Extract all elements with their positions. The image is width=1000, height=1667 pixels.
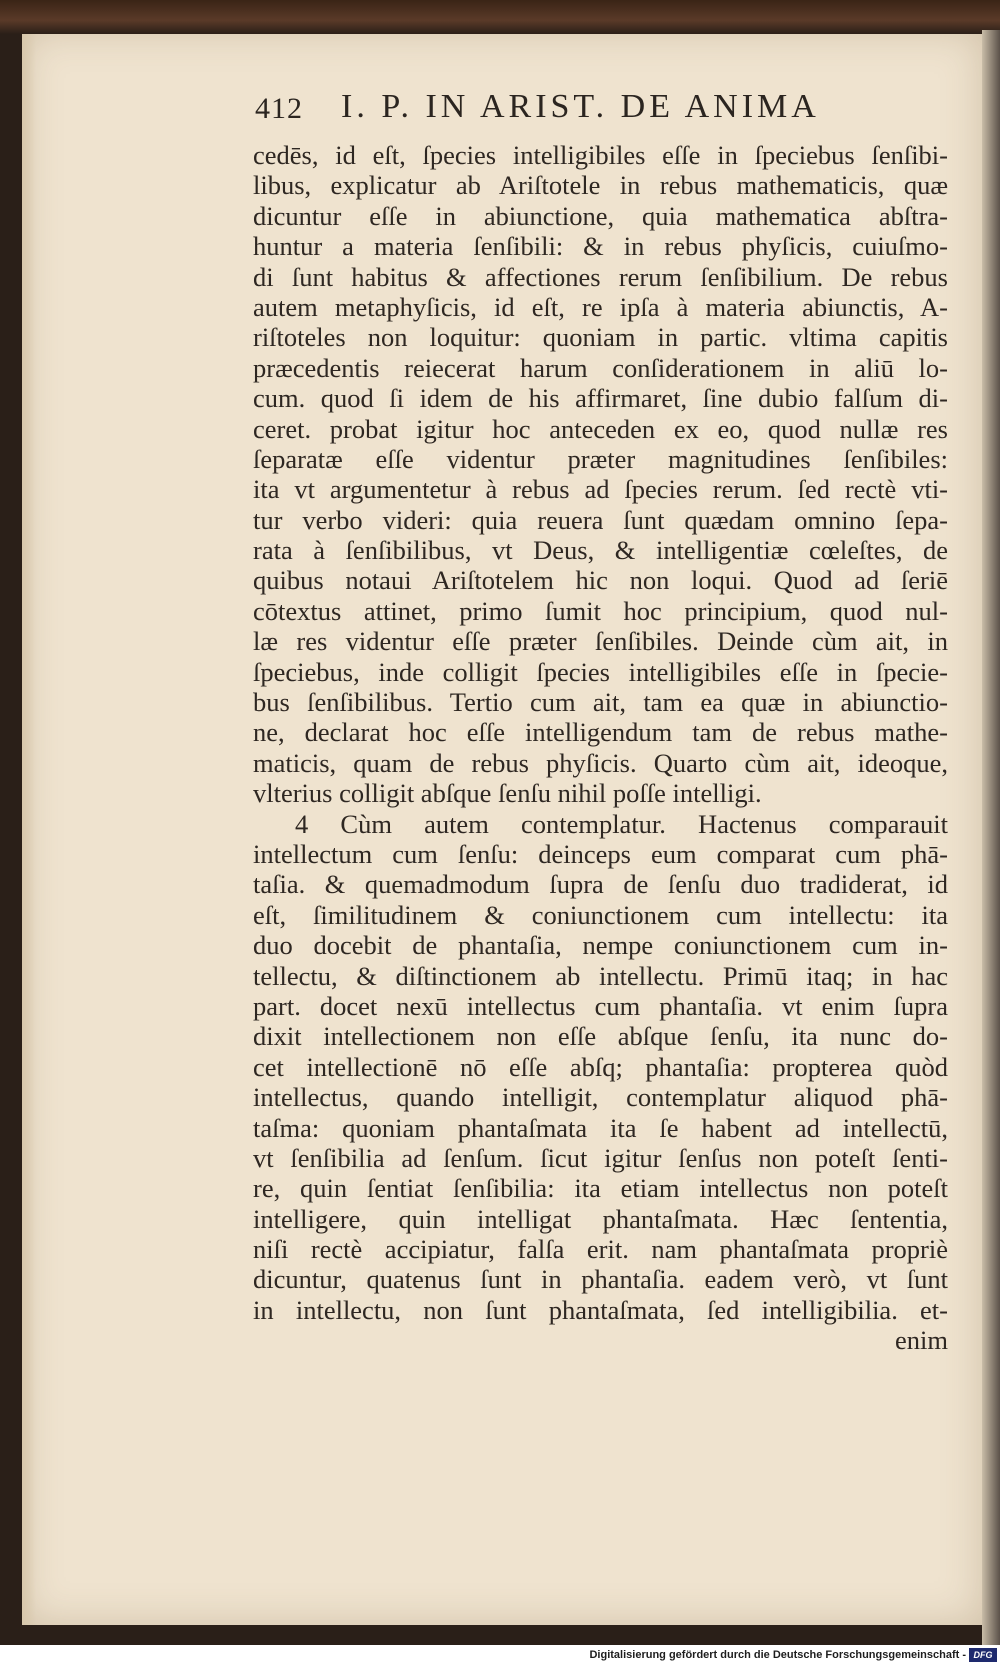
text-line: cedēs, id eſt, ſpecies intelligibiles eſſe in ſpeciebus ſenſibi- bbox=[253, 140, 948, 170]
text-line: in intellectu, non ſunt phantaſmata, ſed intelligibilia. et- bbox=[253, 1294, 948, 1325]
text-line: niſi rectè accipiatur, falſa erit. nam phantaſmata propriè bbox=[253, 1234, 948, 1265]
section-heading-line: 4 Cùm autem contemplatur. Hactenus comparauit bbox=[295, 808, 948, 839]
text-line: rata à ſenſibilibus, vt Deus, & intelligentiæ cœleſtes, de bbox=[253, 535, 948, 566]
text-line: ceret. probat igitur hoc anteceden ex eo, quod nullæ res bbox=[253, 413, 948, 444]
text-line: libus, explicatur ab Ariſtotele in rebus mathematicis, quæ bbox=[253, 170, 948, 201]
text-line: ne, declarat hoc eſſe intelligendum tam de rebus mathe- bbox=[253, 717, 948, 748]
text-line: cet intellectionē nō eſſe abſq; phantaſia: propterea quòd bbox=[253, 1051, 948, 1082]
text-line: ſpeciebus, inde colligit ſpecies intelligibiles eſſe in ſpecie- bbox=[253, 656, 948, 687]
text-line: intelligere, quin intelligat phantaſmata. Hæc ſententia, bbox=[253, 1203, 948, 1234]
digitization-footer bbox=[0, 1645, 1000, 1667]
text-line: ita vt argumentetur à rebus ad ſpecies rerum. ſed rectè vti- bbox=[253, 474, 948, 505]
text-line: maticis, quam de rebus phyſicis. Quarto cùm ait, ideoque, bbox=[253, 747, 948, 778]
text-line: dicuntur eſſe in abiunctione, quia mathematica abſtra- bbox=[253, 200, 948, 231]
page-header bbox=[255, 88, 820, 128]
text-line: riſtoteles non loquitur: quoniam in partic. vltima capitis bbox=[253, 322, 948, 353]
text-line: dicuntur, quatenus ſunt in phantaſia. eadem verò, vt ſunt bbox=[253, 1264, 948, 1295]
text-line: eſt, ſimilitudinem & coniunctionem cum intellectu: ita bbox=[253, 899, 948, 930]
text-line: duo docebit de phantaſia, nempe coniunctionem cum in- bbox=[253, 930, 948, 961]
text-line: part. docet nexū intellectus cum phantaſia. vt enim ſupra bbox=[253, 990, 948, 1021]
text-line: tellectu, & diſtinctionem ab intellectu. Primū itaq; in hac bbox=[253, 960, 948, 991]
text-line: intellectum cum ſenſu: deinceps eum comparat cum phā- bbox=[253, 838, 948, 869]
page-gutter bbox=[22, 30, 36, 1625]
text-line: cum. quod ſi idem de his affirmaret, ſine dubio falſum di- bbox=[253, 383, 948, 414]
text-line: tur verbo videri: quia reuera ſunt quædam omnino ſepa- bbox=[253, 504, 948, 535]
funding-credit: Digitalisierung gefördert durch die Deutsche Forschungsgemeinschaft - bbox=[589, 1649, 966, 1661]
text-line: re, quin ſentiat ſenſibilia: ita etiam intellectus non poteſt bbox=[253, 1173, 948, 1204]
text-line: intellectus, quando intelligit, contemplatur aliquod phā- bbox=[253, 1082, 948, 1113]
text-line: quibus notaui Ariſtotelem hic non loqui. Quod ad ſeriē bbox=[253, 565, 948, 596]
body-text bbox=[253, 140, 948, 1356]
running-title: I. P. IN ARIST. DE ANIMA bbox=[341, 88, 820, 125]
text-line: huntur a materia ſenſibili: & in rebus phyſicis, cuiuſmo- bbox=[253, 231, 948, 262]
text-line: vt ſenſibilia ad ſenſum. ſicut igitur ſenſus non poteſt ſenti- bbox=[253, 1142, 948, 1173]
text-line: vlterius colligit abſque ſenſu nihil poſſe intelligi. bbox=[253, 778, 762, 809]
text-line: dixit intellectionem non eſſe abſque ſenſu, ita nunc do- bbox=[253, 1021, 948, 1052]
text-line: taſia. & quemadmodum ſupra de ſenſu duo tradiderat, id bbox=[253, 869, 948, 900]
text-line: ſeparatæ eſſe videntur præter magnitudines ſenſibiles: bbox=[253, 443, 948, 474]
catchword: enim bbox=[895, 1325, 948, 1356]
page-fore-edge bbox=[982, 30, 1000, 1645]
text-line: autem metaphyſicis, id eſt, re ipſa à materia abiunctis, A- bbox=[253, 291, 948, 322]
text-line: cōtextus attinet, primo ſumit hoc principium, quod nul- bbox=[253, 595, 948, 626]
page-number: 412 bbox=[255, 92, 303, 125]
text-line: di ſunt habitus & affectiones rerum ſenſibilium. De rebus bbox=[253, 261, 948, 292]
text-line: taſma: quoniam phantaſmata ita ſe habent ad intellectū, bbox=[253, 1112, 948, 1143]
text-line: præcedentis reiecerat harum conſiderationem in aliū lo- bbox=[253, 352, 948, 383]
text-line: læ res videntur eſſe præter ſenſibiles. Deinde cùm ait, in bbox=[253, 626, 948, 657]
book-top-edge bbox=[0, 0, 1000, 34]
dfg-logo: DFG bbox=[969, 1648, 997, 1662]
text-line: bus ſenſibilibus. Tertio cum ait, tam ea quæ in abiunctio- bbox=[253, 687, 948, 718]
